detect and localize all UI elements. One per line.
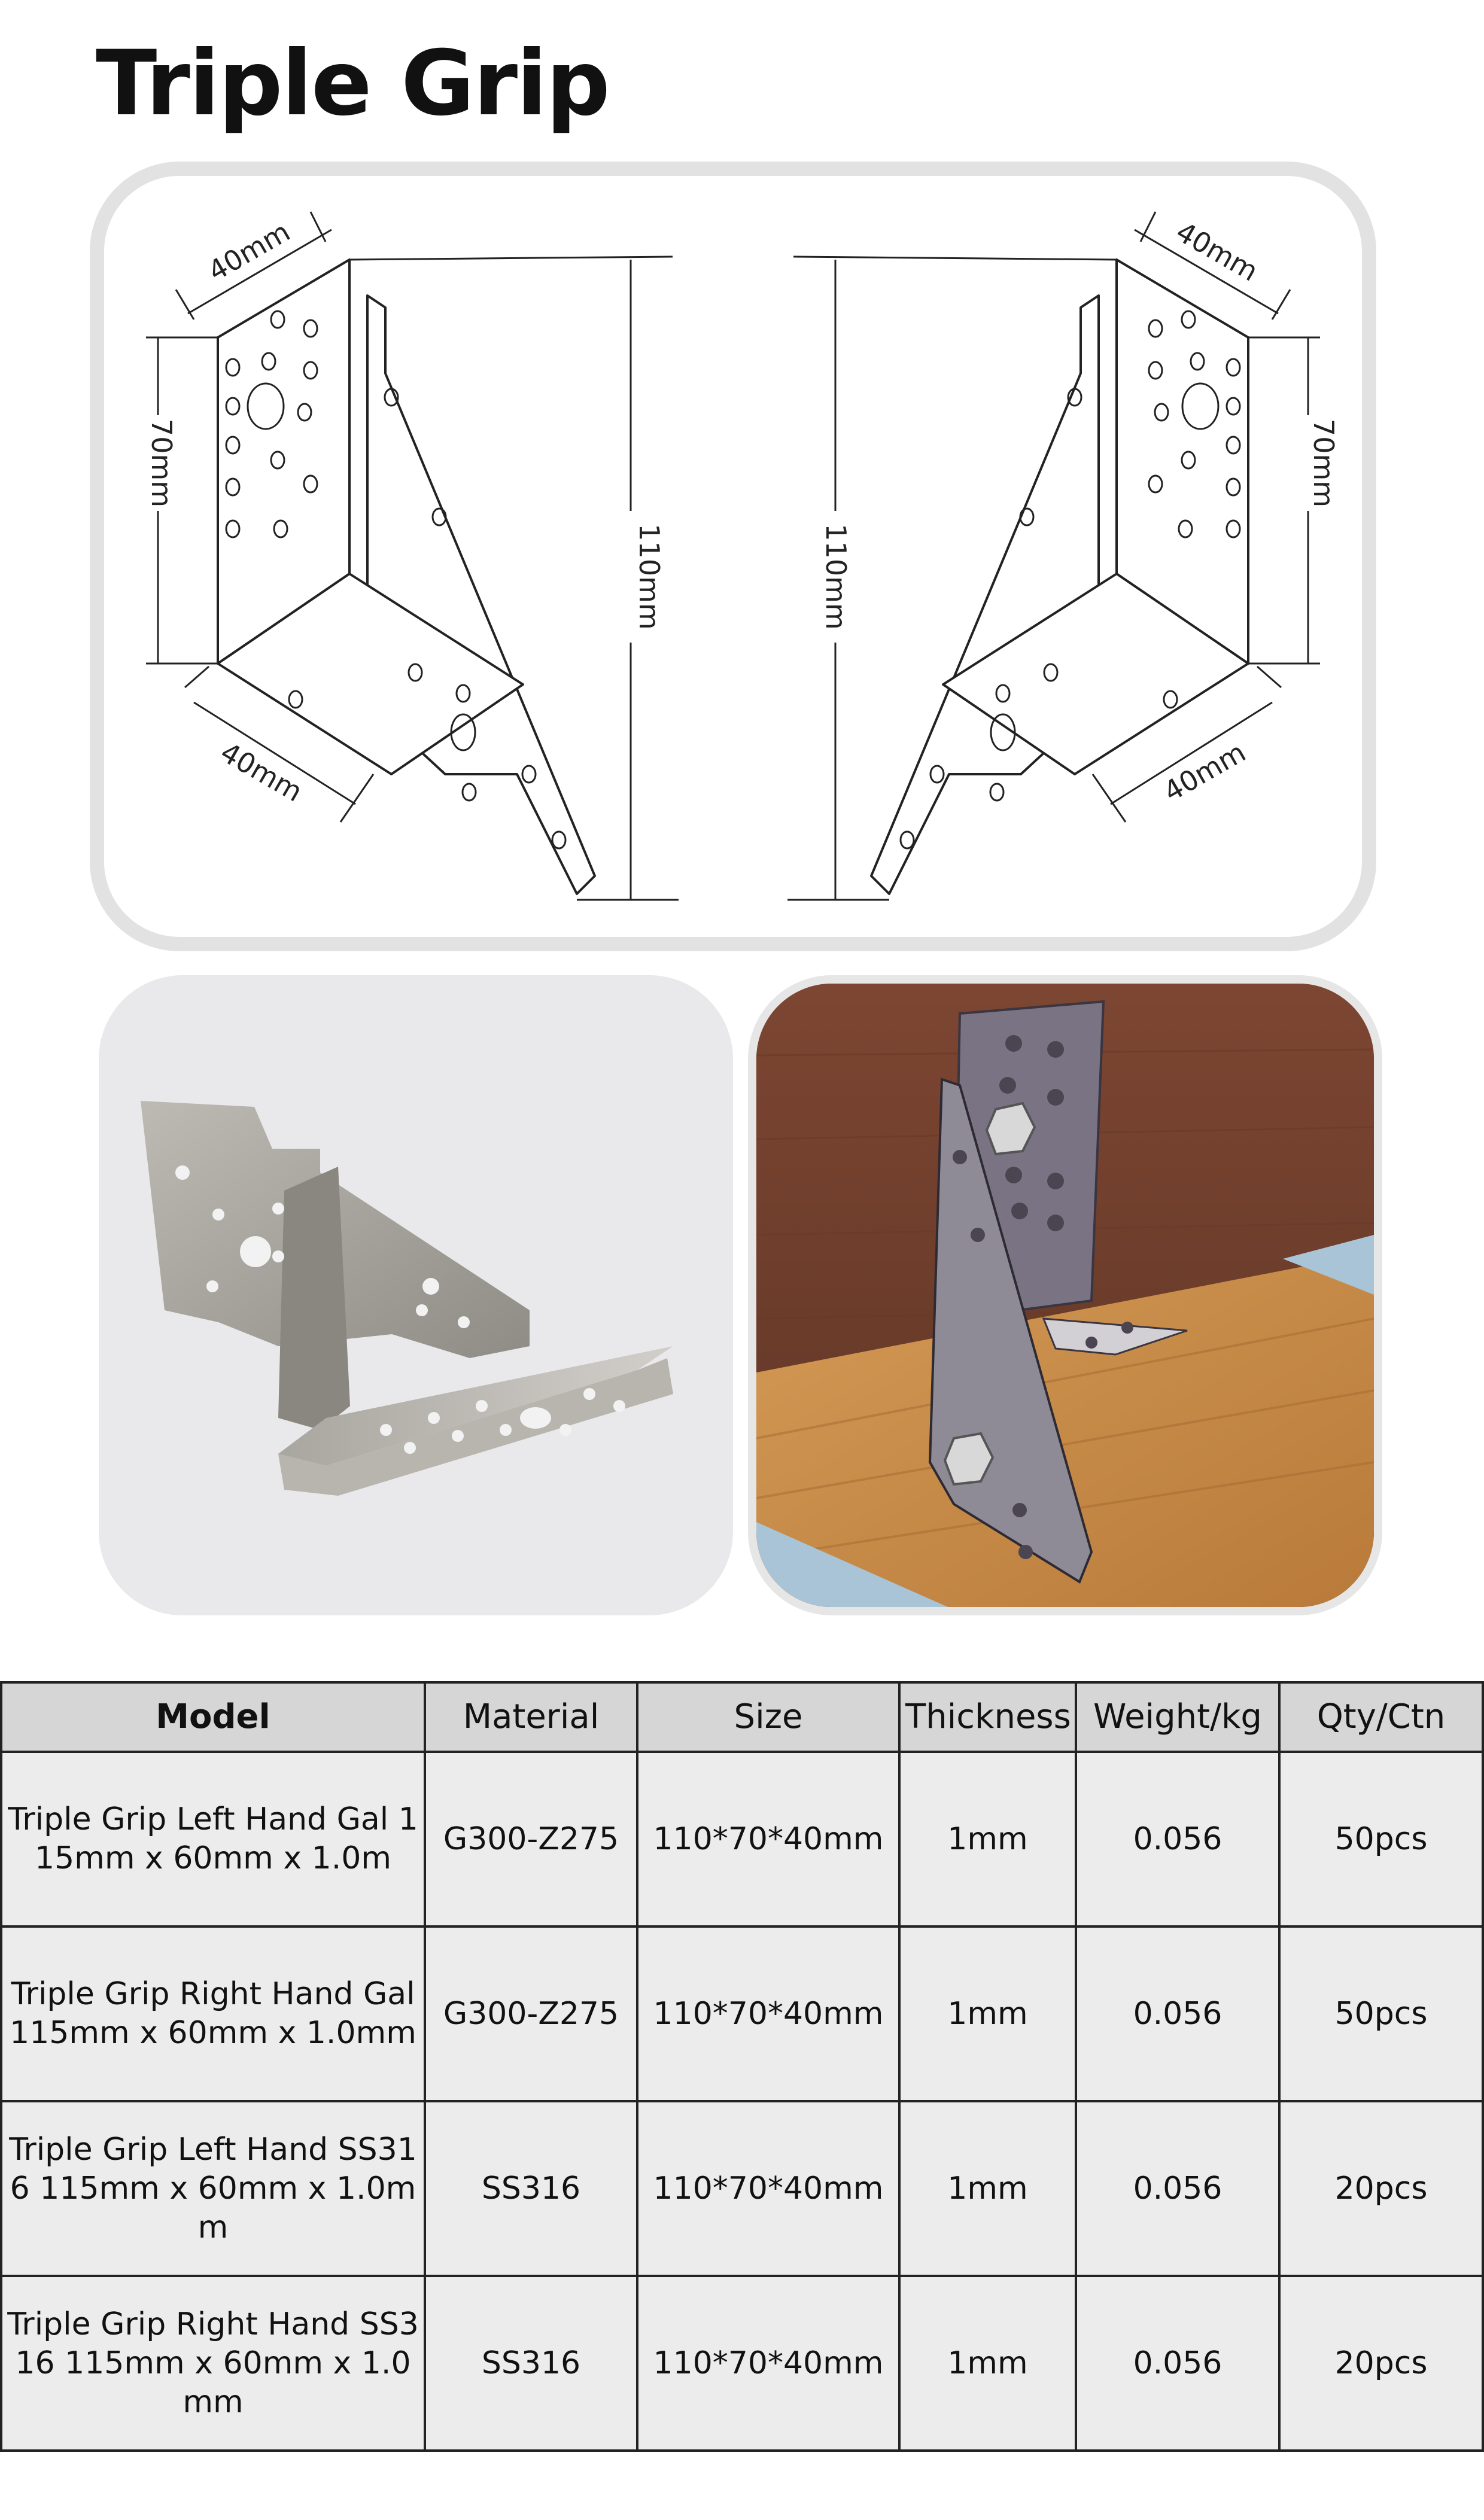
cell-weight: 0.056 (1076, 1926, 1279, 2101)
product-photo (99, 975, 733, 1615)
cell-material: SS316 (425, 2276, 637, 2451)
cell-qty: 20pcs (1279, 2101, 1483, 2276)
left-bottom-width-label: 40mm (215, 735, 308, 808)
header-qty: Qty/Ctn (1279, 1682, 1483, 1752)
technical-drawing-panel (90, 162, 1376, 951)
cell-model: Triple Grip Left Hand SS316 115mm x 60mm x 1.0mm (1, 2101, 425, 2276)
cell-model: Triple Grip Left Hand Gal 115mm x 60mm x 1.0m (1, 1752, 425, 1926)
cell-thickness: 1mm (899, 2276, 1076, 2451)
cell-thickness: 1mm (899, 1926, 1076, 2101)
header-material: Material (425, 1682, 637, 1752)
header-size: Size (637, 1682, 899, 1752)
right-bottom-width-label: 40mm (1158, 735, 1251, 808)
cell-weight: 0.056 (1076, 1752, 1279, 1926)
installation-render (748, 975, 1382, 1615)
header-weight: Weight/kg (1076, 1682, 1279, 1752)
header-thickness: Thickness (899, 1682, 1076, 1752)
cell-qty: 50pcs (1279, 1926, 1483, 2101)
table-row (1, 2101, 1483, 2276)
cell-thickness: 1mm (899, 1752, 1076, 1926)
bracket-dimension-drawing (104, 176, 1362, 937)
left-bracket-drawing (218, 260, 595, 894)
cell-size: 110*70*40mm (637, 2101, 899, 2276)
steel-bracket-photo (99, 975, 733, 1615)
cell-model: Triple Grip Right Hand SS316 115mm x 60mm x 1.0mm (1, 2276, 425, 2451)
cell-material: G300-Z275 (425, 1926, 637, 2101)
cell-size: 110*70*40mm (637, 1926, 899, 2101)
cell-qty: 20pcs (1279, 2276, 1483, 2451)
cell-weight: 0.056 (1076, 2276, 1279, 2451)
right-height-110-label: 110mm (820, 524, 852, 630)
cell-size: 110*70*40mm (637, 1752, 899, 1926)
cell-thickness: 1mm (899, 2101, 1076, 2276)
cell-material: G300-Z275 (425, 1752, 637, 1926)
left-top-width-label: 40mm (202, 215, 296, 288)
page-title: Triple Grip (96, 32, 609, 136)
right-top-width-label: 40mm (1170, 215, 1264, 288)
specification-table (0, 1681, 1484, 2452)
table-header-row (1, 1682, 1483, 1752)
table-row (1, 2276, 1483, 2451)
header-model: Model (1, 1682, 425, 1752)
table-row (1, 1752, 1483, 1926)
cell-material: SS316 (425, 2101, 637, 2276)
bracket-installed-render (756, 984, 1374, 1607)
cell-weight: 0.056 (1076, 2101, 1279, 2276)
left-height-110-label: 110mm (633, 524, 665, 630)
cell-qty: 50pcs (1279, 1752, 1483, 1926)
right-bracket-drawing (871, 260, 1248, 894)
table-row (1, 1926, 1483, 2101)
right-height-70-label: 70mm (1307, 418, 1340, 508)
cell-model: Triple Grip Right Hand Gal 115mm x 60mm x 1.0mm (1, 1926, 425, 2101)
left-height-70-label: 70mm (145, 418, 178, 508)
cell-size: 110*70*40mm (637, 2276, 899, 2451)
